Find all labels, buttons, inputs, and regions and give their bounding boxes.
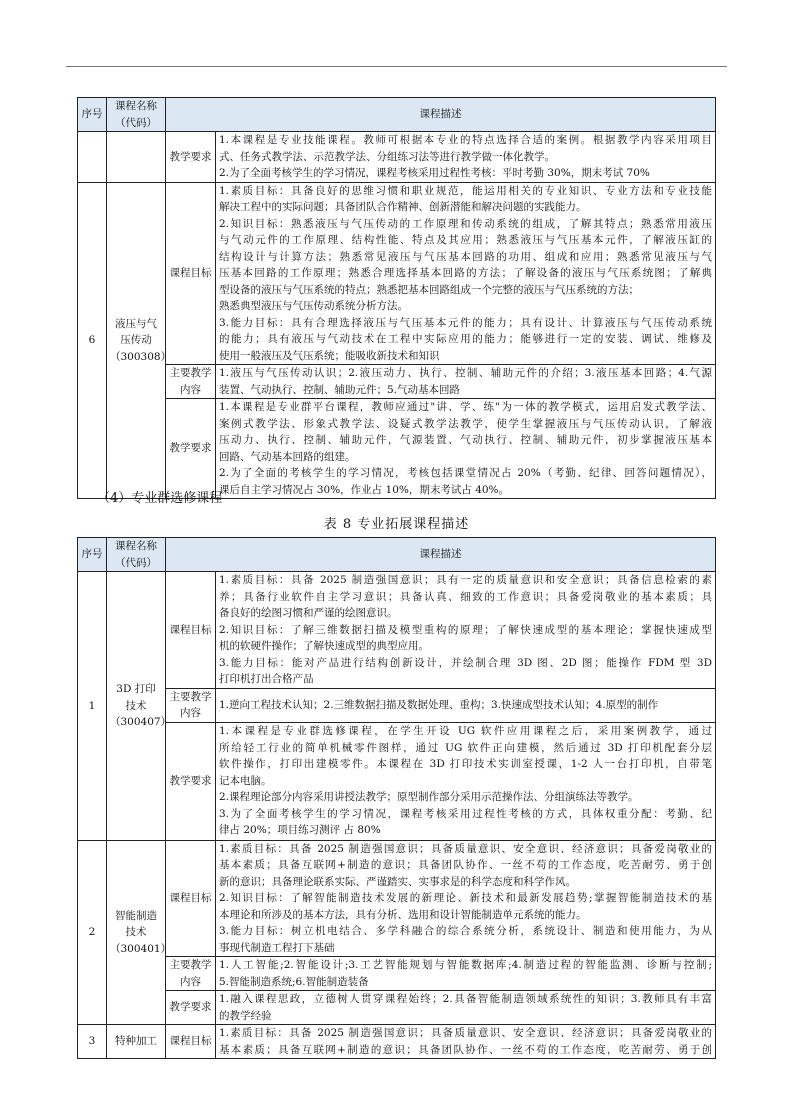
description-cell (216, 688, 716, 722)
desc-line: 2.知识目标：了解智能制造技术发展的新理论、新技术和最新发展趋势;掌握智能制造技术的基 (219, 892, 712, 904)
desc-line: 案例式教学法、形象式教学法、设疑式教学法教学，使学生掌握液压与气压传动认识，了解液 (219, 417, 712, 430)
desc-line: 式、任务式教学法、示范教学法、分组练习法等进行教学做一体化教学。 (219, 150, 555, 163)
course-name-line: 特种加工 (115, 1035, 157, 1048)
desc-line: 的能力；具有液压与气动技术在工程中实际应用的能力；能够进行一定的安装、调试、维修及 (219, 333, 712, 345)
course-name (107, 1025, 166, 1059)
description-cell (216, 1025, 716, 1059)
desc-line: 装置、气动执行、控制、辅助元件；5.气动基本回路 (219, 383, 461, 396)
header-rule (66, 66, 727, 67)
section-heading: （4）专业群选修课程 (97, 491, 223, 506)
category-line: 主要教学 (169, 959, 212, 971)
table-row (78, 957, 716, 991)
course-table-1 (77, 97, 716, 499)
desc-line: 所给轻工行业的简单机械零件图样，通过 UG 软件正向建模，然后通过 3D 打印机配套分层 (219, 741, 712, 754)
course-name-line: 压传动 (120, 334, 152, 346)
table-header-row (78, 98, 716, 132)
header-no: 序号 (78, 98, 107, 132)
desc-line: 3.能力目标：能对产品进行结构创新设计，并绘制合理 3D 图、2D 图；能操作 FDM 型 3D (219, 656, 712, 669)
desc-line: 压基本回路的工作原理；熟悉合理选择基本回路的方法；了解设备的液压与气压系统图；了解典 (219, 267, 712, 279)
table-header-row (78, 538, 716, 572)
course-table-2 (77, 537, 716, 1059)
desc-line: 1.素质目标：具备 2025 制造强国意识；具备质量意识、安全意识、经济意识；具备爱岗敬业的 (219, 1027, 712, 1039)
table-row (78, 1025, 716, 1059)
desc-line: 使用一般液压及气压系统；能吸收新技术和知识 (219, 349, 440, 362)
category-line: 内容 (180, 975, 201, 988)
category-cell: 课程目标 (166, 1025, 216, 1059)
table-row (78, 840, 716, 957)
desc-line: 2.知识目标：了解三维数据扫描及模型重构的原理；了解快速成型的基本理论；掌握快速成型 (219, 623, 712, 636)
desc-line: 记本电脑。 (219, 774, 272, 787)
desc-line: 事现代制造工程打下基础 (219, 941, 335, 954)
course-code: （300308） (110, 350, 172, 363)
desc-line: 1.本课程是专业技能课程。教师可根据本专业的特点选择合适的案例。根据教学内容采用项目 (219, 134, 712, 146)
header-name: 课程名称（代码） (107, 538, 166, 572)
desc-line: 2.为了全面考核学生的学习情况，课程考核采用过程性考核：平时考勤 30%，期末考试 70% (219, 167, 650, 179)
category-cell (166, 365, 216, 399)
desc-line: 2.课程理论部分内容采用讲授法教学；原型制作部分采用示范操作法、分组演练法等教学。 (219, 791, 639, 804)
description-cell (216, 132, 716, 183)
description-cell (216, 840, 716, 957)
desc-line: 压动力、执行、控制、辅助元件，气源装置、气动执行、控制、辅助元件，初步掌握液压基本 (219, 434, 712, 446)
course-name-line: 液压与气 (115, 317, 157, 330)
desc-line: 课后自主学习情况占 30%，作业占 10%，期末考试占 40%。 (219, 483, 510, 496)
category-cell: 教学要求 (166, 132, 216, 183)
empty-no-cell (78, 132, 107, 183)
course-code: （300407） (110, 716, 172, 728)
header-name: 课程名称（代码） (107, 98, 166, 132)
table-row (78, 572, 716, 689)
desc-line: 解决工程中的实际问题；具备团队合作精神、创新潜能和解决问题的实践能力。 (219, 201, 587, 213)
header-desc: 课程描述 (166, 538, 716, 572)
course-code: （300401） (110, 942, 172, 955)
desc-line: 5.智能制造系统;6.智能制造装备 (219, 975, 369, 988)
desc-line: 备良好的绘图习惯和严谨的绘图意识。 (219, 607, 398, 619)
desc-line: 软件操作，打印出建模零件。本课程在 3D 打印技术实训室授课，1-2 人一台打印机，自带笔 (219, 758, 712, 771)
desc-line: 的教学经验 (219, 1009, 272, 1022)
desc-line: 1.素质目标：具备 2025 制造强国意识；具有一定的质量意识和安全意识；具备信息检索的素 (219, 574, 712, 586)
table-row (78, 182, 716, 365)
course-no: 3 (78, 1025, 107, 1059)
desc-line: 型设备的液压与气压系统的特点；熟悉把基本回路组成一个完整的液压与气压系统的方法； (219, 283, 639, 296)
course-name-line: 智能制造 (115, 909, 157, 922)
desc-line: 1.融入课程思政，立德树人贯穿课程始终；2.具备智能制造领域系统性的知识；3.教师具有丰富 (219, 993, 712, 1005)
course-no: 6 (78, 182, 107, 499)
course-name-line: 3D 打印 (116, 683, 156, 695)
desc-line: 1.素质目标：具备良好的思维习惯和职业规范，能运用相关的专业知识、专业方法和专业技能 (219, 184, 712, 197)
category-cell: 教学要求 (166, 722, 216, 840)
table-row (78, 688, 716, 722)
category-line: 内容 (180, 383, 201, 396)
course-name-line: 技术 (125, 926, 147, 938)
desc-line: 1.逆向工程技术认知；2.三维数据扫描及数据处理、重构；3.快速成型技术认知；4.原型的制作 (219, 698, 659, 711)
course-no: 1 (78, 572, 107, 841)
desc-line: 1.本课程是专业群平台课程，教师应通过"讲、学、练"为一体的教学模式，运用启发式教学法、 (219, 401, 712, 413)
desc-line: 1.素质目标：具备 2025 制造强国意识；具备质量意识、安全意识、经济意识；具备爱岗敬业的 (219, 842, 712, 855)
desc-line: 2.知识目标：熟悉液压与气压传动的工作原理和传动系统的组成，了解其特点；熟悉常用液压 (219, 217, 712, 230)
desc-line: 1.本课程是专业群选修课程，在学生开设 UG 软件应用课程之后，采用案例教学，通过 (219, 725, 712, 738)
table-row (78, 722, 716, 840)
desc-line: 3.为了全面考核学生的学习情况，课程考核采用过程性考核的方式，具体权重分配：考勤、纪 (219, 807, 712, 820)
desc-line: 本理论和所涉及的基本方法，具有分析、选用和设计智能制造单元系统的能力。 (219, 908, 587, 921)
desc-line: 养；具备行业软件自主学习意识；具备认真、细致的工作意识；具备爱岗敬业的基本素质；具 (219, 590, 712, 603)
header-no: 序号 (78, 538, 107, 572)
description-cell (216, 957, 716, 991)
category-cell: 教学要求 (166, 399, 216, 499)
course-name (107, 182, 172, 499)
table-row (78, 991, 716, 1025)
description-cell (216, 991, 716, 1025)
category-line: 主要教学 (169, 367, 212, 379)
course-name (107, 840, 172, 1025)
desc-line: 律占 20%；项目练习测评 占 80% (219, 824, 381, 837)
description-cell (216, 722, 716, 840)
description-cell (216, 399, 716, 499)
category-line: 主要教学 (169, 690, 212, 703)
desc-line: 3.能力目标：具有合理选择液压与气压基本元件的能力；具有设计、计算液压与气压传动系统 (219, 316, 712, 329)
desc-line: 结构设计与计算方法；熟悉常见液压与气压基本回路的功用、组成和应用；熟悉常见液压与气 (219, 250, 712, 263)
category-cell (166, 688, 216, 722)
table-row (78, 399, 716, 499)
desc-line: 回路、气动基本回路的组建。 (219, 450, 356, 463)
course-name-line: 技术 (125, 699, 147, 712)
desc-line: 1.液压与气压传动认识；2.液压动力、执行、控制、辅助元件的介绍；3.液压基本回路；4.气源 (219, 367, 712, 379)
table-row (78, 132, 716, 183)
header-desc: 课程描述 (166, 98, 716, 132)
empty-name-cell (107, 132, 166, 183)
desc-line: 基本素质；具备互联网+制造的意识；具备团队协作、一丝不苟的工作态度，吃苦耐劳、勇于创 (219, 859, 712, 871)
course-name (107, 572, 172, 841)
category-cell: 课程目标 (166, 182, 216, 365)
desc-line: 机的软硬件操作；了解快速成型的典型应用。 (219, 640, 429, 652)
table-caption: 表 8 专业拓展课程描述 (323, 517, 470, 532)
description-cell (216, 572, 716, 689)
desc-line: 新的意识；具备理论联系实际、严谨踏实、实事求是的科学态度和科学作风。 (219, 875, 576, 888)
desc-line: 打印机打出合格产品 (219, 673, 314, 685)
category-cell: 课程目标 (166, 572, 216, 689)
desc-line: 与气动元件的工作原理、结构性能、特点及其应用；熟悉液压与气压基本元件，了解液压缸的 (219, 234, 712, 246)
desc-line: 基本素质；具备互联网+制造的意识；具备团队协作、一丝不苟的工作态度，吃苦耐劳、勇于创 (219, 1043, 712, 1056)
description-cell (216, 365, 716, 399)
desc-line: 1.人工智能;2.智能设计;3.工艺智能规划与智能数据库;4.制造过程的智能监测、诊断与控制; (219, 959, 712, 971)
category-line: 内容 (180, 707, 201, 719)
desc-line: 3.能力目标：树立机电结合、多学科融合的综合系统分析，系统设计、制造和使用能力，为从 (219, 925, 712, 937)
desc-line: 2.为了全面的考核学生的学习情况，考核包括课堂情况占 20%（考勤、纪律、回答问题情况）， (219, 467, 712, 479)
category-cell: 教学要求 (166, 991, 216, 1025)
table-row (78, 365, 716, 399)
course-no: 2 (78, 840, 107, 1025)
category-cell (166, 957, 216, 991)
category-cell: 课程目标 (166, 840, 216, 957)
description-cell (216, 182, 716, 365)
desc-line: 熟悉典型液压与气压传动系统分析方法。 (219, 300, 408, 312)
